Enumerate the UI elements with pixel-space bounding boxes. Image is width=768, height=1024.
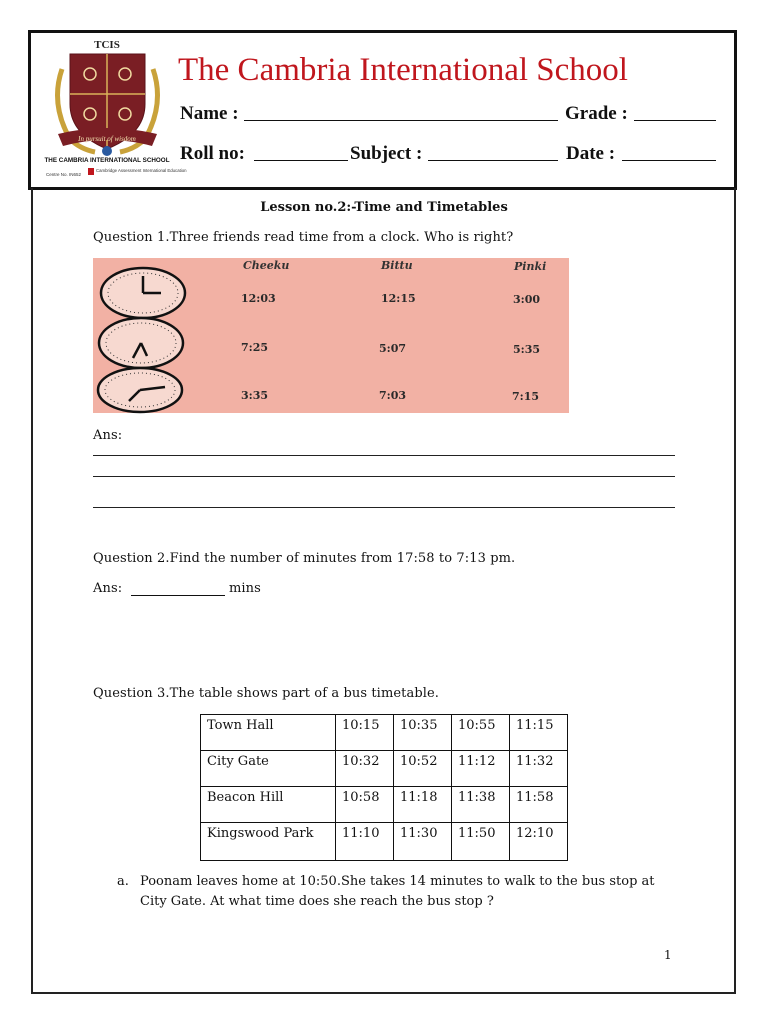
clock-panel [93,258,569,413]
time-cell: 10:58 [336,787,394,823]
lesson-title: Lesson no.2:-Time and Timetables [260,200,508,215]
logo-cambridge-text: Cambridge Assessment International Education [96,168,187,173]
logo-top-text: TCIS [94,39,120,51]
time-cell: 7:25 [241,341,269,354]
roll-field[interactable] [254,160,348,161]
question-3a-text: Poonam leaves home at 10:50.She takes 14 minutes to walk to the bus stop at City Gate. At what time does she reach the bus stop ? [140,874,655,909]
date-label: Date : [566,143,616,164]
table-row [201,751,568,787]
time-cell: 12:15 [381,292,416,305]
school-logo [40,34,187,184]
time-cell: 3:35 [241,389,269,402]
answer-line[interactable] [93,455,675,456]
q2-ans-unit: mins [229,581,261,596]
stop-name: Kingswood Park [201,823,336,861]
time-cell: 11:38 [452,787,510,823]
time-cell: 11:12 [452,751,510,787]
time-cell: 10:15 [336,715,394,751]
time-cell: 10:32 [336,751,394,787]
stop-name: Town Hall [201,715,336,751]
q1-ans-label: Ans: [93,428,123,443]
time-cell: 10:52 [394,751,452,787]
page-number: 1 [664,948,672,962]
grade-field[interactable] [634,120,716,121]
q2-answer-field[interactable] [131,595,225,596]
date-field[interactable] [622,160,716,161]
question-1: Question 1.Three friends read time from a clock. Who is right? [93,230,514,245]
logo-banner-text: In pursuit of wisdom [78,135,136,143]
name-label: Name : [180,103,239,124]
stop-name: City Gate [201,751,336,787]
time-cell: 3:00 [513,293,541,306]
answer-line[interactable] [93,507,675,508]
table-row [201,823,568,861]
table-row [201,787,568,823]
col-head-pinki: Pinki [514,260,547,273]
bus-timetable [200,714,568,861]
question-3: Question 3.The table shows part of a bus timetable. [93,686,440,701]
time-cell: 11:30 [394,823,452,861]
answer-line[interactable] [93,476,675,477]
time-cell: 11:50 [452,823,510,861]
time-cell: 12:10 [510,823,568,861]
q2-ans-label: Ans: [93,581,123,596]
stop-name: Beacon Hill [201,787,336,823]
time-cell: 7:15 [512,390,540,403]
school-name: The Cambria International School [178,52,628,88]
grade-label: Grade : [565,103,628,124]
col-head-bittu: Bittu [381,259,413,272]
time-cell: 7:03 [379,389,407,402]
time-cell: 11:32 [510,751,568,787]
list-marker: a. [117,874,129,889]
time-cell: 11:15 [510,715,568,751]
subject-label: Subject : [350,143,423,164]
question-2: Question 2.Find the number of minutes from 17:58 to 7:13 pm. [93,551,516,566]
logo-school-text: THE CAMBRIA INTERNATIONAL SCHOOL [44,157,170,164]
time-cell: 11:18 [394,787,452,823]
name-field[interactable] [244,120,558,121]
subject-field[interactable] [428,160,558,161]
time-cell: 5:07 [379,342,407,355]
time-cell: 5:35 [513,343,541,356]
time-cell: 10:55 [452,715,510,751]
time-cell: 11:10 [336,823,394,861]
clock-icon [101,268,185,318]
clock-icon [99,318,183,368]
logo-centre-text: Centre No. IN652 [46,172,82,177]
time-cell: 10:35 [394,715,452,751]
table-row [201,715,568,751]
clock-icon [98,368,182,412]
time-cell: 12:03 [241,292,276,305]
time-cell: 11:58 [510,787,568,823]
roll-label: Roll no: [180,143,245,164]
col-head-cheeku: Cheeku [243,259,290,272]
